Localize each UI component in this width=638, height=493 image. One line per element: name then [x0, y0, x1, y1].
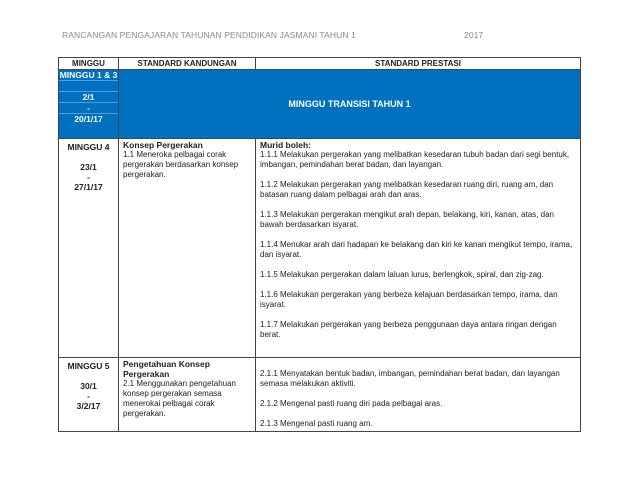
standard-prestasi-cell: [256, 139, 581, 358]
week-label: MINGGU 4: [67, 142, 110, 152]
transisi-spacer: [59, 81, 118, 92]
sp-item: 1.1.7 Melakukan pergerakan yang berbeza penggunaan daya antara ringan dengan berat.: [260, 320, 557, 339]
transisi-date-end: 20/1/17: [74, 114, 103, 124]
lesson-plan-table: [58, 57, 581, 432]
week-label: MINGGU 5: [67, 361, 110, 371]
week-date-start: 23/1: [80, 162, 97, 172]
standard-kandungan-cell: [119, 139, 256, 358]
sp-title: Murid boleh:: [260, 140, 311, 150]
column-header-standard-kandungan: STANDARD KANDUNGAN: [119, 58, 256, 70]
week-dash: -: [87, 391, 90, 401]
sp-item: 1.1.6 Melakukan pergerakan yang berbeza kelajuan berdasarkan tempo, irama, dan isyarat.: [260, 290, 558, 309]
sk-title: Konsep Pergerakan: [123, 140, 203, 150]
sk-text: 1.1 Meneroka pelbagai corak pergerakan berdasarkan konsep pergerakan.: [123, 150, 239, 179]
table-header-row: [59, 58, 581, 70]
transisi-label-cell: [119, 70, 581, 139]
sp-item: 1.1.1 Melakukan pergerakan yang melibatkan kesedaran tubuh badan dari segi bentuk, imbangan, pemindahan berat badan, dan layangan.: [260, 150, 570, 169]
sp-item: 2.1.1 Menyatakan bentuk badan, imbangan, pemindahan berat badan, dan layangan semasa melakukan aktiviti.: [260, 369, 560, 388]
sk-text: 2.1 Menggunakan pengetahuan konsep pergerakan semasa menerokai pelbagai corak pergerakan.: [123, 379, 236, 418]
page-header: [62, 30, 482, 40]
table-row: [59, 358, 581, 432]
week-cell: [59, 139, 119, 358]
document-year: 2017: [464, 30, 484, 40]
week-dash: -: [87, 172, 90, 182]
sp-item: 1.1.2 Melakukan pergerakan yang melibatkan kesedaran ruang diri, ruang am, dan batasan ruang dalam pelbagai arah dan aras.: [260, 180, 554, 199]
document-title: RANCANGAN PENGAJARAN TAHUNAN PENDIDIKAN JASMANI TAHUN 1: [62, 30, 356, 40]
sp-item: 1.1.3 Melakukan pergerakan mengikut arah depan, belakang, kiri, kanan, atas, dan bawah berdasarkan isyarat.: [260, 210, 554, 229]
transisi-date-start: 2/1: [59, 92, 118, 103]
sp-item: 2.1.3 Mengenal pasti ruang am.: [260, 419, 373, 428]
sp-item: 1.1.5 Melakukan pergerakan dalam laluan lurus, berlengkok, spiral, dan zig-zag.: [260, 270, 544, 279]
week-date-end: 3/2/17: [76, 401, 101, 411]
week-date-end: 27/1/17: [74, 182, 103, 192]
week-date-start: 30/1: [80, 381, 97, 391]
transisi-label: MINGGU TRANSISI TAHUN 1: [288, 99, 411, 109]
standard-prestasi-cell: [256, 358, 581, 432]
standard-kandungan-cell: [119, 358, 256, 432]
sk-title: Pengetahuan Konsep Pergerakan: [123, 359, 210, 379]
table-row: [59, 139, 581, 358]
column-header-minggu: MINGGU: [59, 58, 119, 70]
week-cell: [59, 358, 119, 432]
column-header-standard-prestasi: STANDARD PRESTASI: [256, 58, 581, 70]
transisi-week-label: MINGGU 1 & 3: [59, 70, 118, 80]
transisi-dash: -: [59, 103, 118, 114]
sp-item: 2.1.2 Mengenal pasti ruang diri pada pelbagai aras.: [260, 399, 443, 408]
transisi-row: [59, 70, 581, 139]
transisi-week-cell: [59, 70, 119, 139]
sp-item: 1.1.4 Menukar arah dari hadapan ke belakang dan kiri ke kanan mengikut tempo, irama, dan isyarat.: [260, 240, 573, 259]
